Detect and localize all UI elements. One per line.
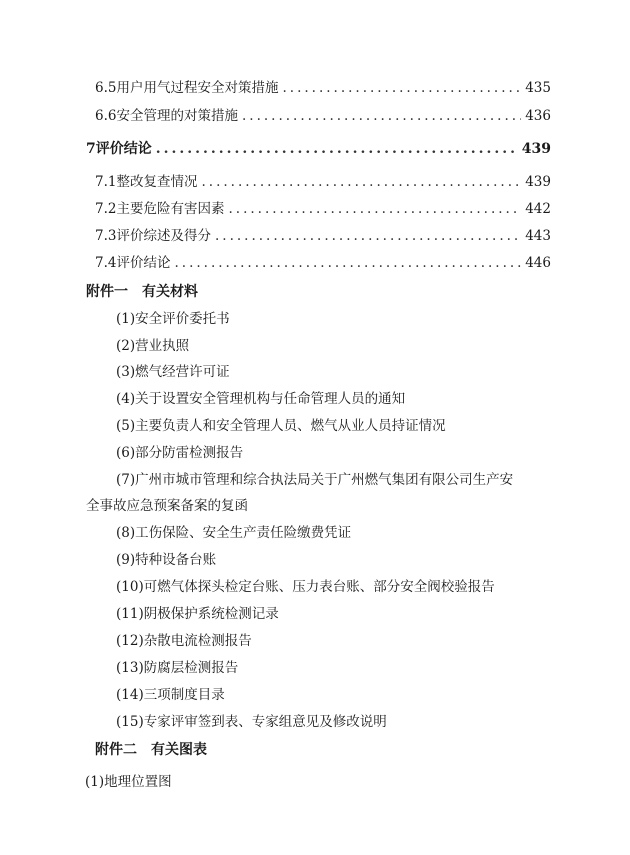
appendix1-item: (12)杂散电流检测报告 xyxy=(116,633,252,649)
toc-leader-dots xyxy=(242,106,521,126)
appendix1-item: (4)关于设置安全管理机构与任命管理人员的通知 xyxy=(116,391,406,407)
appendix1-item: (3)燃气经营许可证 xyxy=(116,364,230,380)
toc-page-number: 446 xyxy=(525,255,551,271)
appendix1-item: (11)阴极保护系统检测记录 xyxy=(116,606,279,622)
toc-leader-dots xyxy=(215,226,521,246)
toc-entry-7-4 xyxy=(95,253,551,273)
toc-number: 6.6 xyxy=(95,108,117,124)
toc-page-number: 439 xyxy=(525,174,551,190)
toc-number: 7.1 xyxy=(95,174,117,190)
toc-number: 7 xyxy=(86,141,96,157)
toc-page-number: 442 xyxy=(525,201,551,217)
toc-title: 主要危险有害因素 xyxy=(116,201,225,217)
toc-leader-dots xyxy=(282,78,521,98)
appendix2-item: (1)地理位置图 xyxy=(85,774,172,790)
toc-entry-7 xyxy=(86,139,551,159)
toc-page-number: 436 xyxy=(525,108,551,124)
appendix1-item-continuation: 全事故应急预案备案的复函 xyxy=(86,498,248,514)
appendix1-item: (7)广州市城市管理和综合执法局关于广州燃气集团有限公司生产安 xyxy=(116,472,514,488)
toc-page-number: 435 xyxy=(525,80,551,96)
appendix1-item: (9)特种设备台账 xyxy=(116,552,217,568)
appendix1-item: (10)可燃气体探头检定台账、压力表台账、部分安全阀校验报告 xyxy=(116,579,495,595)
toc-number: 6.5 xyxy=(95,80,117,96)
appendix1-item: (8)工伤保险、安全生产责任险缴费凭证 xyxy=(116,525,352,541)
toc-number: 7.4 xyxy=(95,255,117,271)
appendix1-item: (13)防腐层检测报告 xyxy=(116,660,239,676)
toc-leader-dots xyxy=(156,139,518,159)
toc-title: 评价结论 xyxy=(95,141,152,157)
appendix1-heading: 附件一 有关材料 xyxy=(86,284,198,300)
toc-title: 评价综述及得分 xyxy=(116,228,211,244)
appendix1-item: (15)专家评审签到表、专家组意见及修改说明 xyxy=(116,714,387,730)
toc-number: 7.3 xyxy=(95,228,117,244)
appendix1-item: (1)安全评价委托书 xyxy=(116,311,230,327)
appendix1-item: (6)部分防雷检测报告 xyxy=(116,445,244,461)
toc-entry-7-2 xyxy=(95,199,551,219)
toc-entry-7-1 xyxy=(95,172,551,192)
toc-title: 用户用气过程安全对策措施 xyxy=(116,80,279,96)
toc-entry-6-6 xyxy=(95,106,551,126)
toc-title: 安全管理的对策措施 xyxy=(116,108,238,124)
appendix1-item: (14)三项制度目录 xyxy=(116,687,225,703)
toc-leader-dots xyxy=(174,253,521,273)
appendix1-item: (5)主要负责人和安全管理人员、燃气从业人员持证情况 xyxy=(116,418,446,434)
toc-title: 评价结论 xyxy=(116,255,171,271)
toc-leader-dots xyxy=(201,172,521,192)
appendix2-heading: 附件二 有关图表 xyxy=(95,742,207,758)
toc-page-number: 439 xyxy=(521,141,551,157)
appendix1-item: (2)营业执照 xyxy=(116,338,190,354)
toc-page-number: 443 xyxy=(525,228,551,244)
toc-title: 整改复查情况 xyxy=(116,174,198,190)
toc-number: 7.2 xyxy=(95,201,117,217)
toc-leader-dots xyxy=(228,199,521,219)
toc-entry-7-3 xyxy=(95,226,551,246)
toc-entry-6-5 xyxy=(95,78,551,98)
